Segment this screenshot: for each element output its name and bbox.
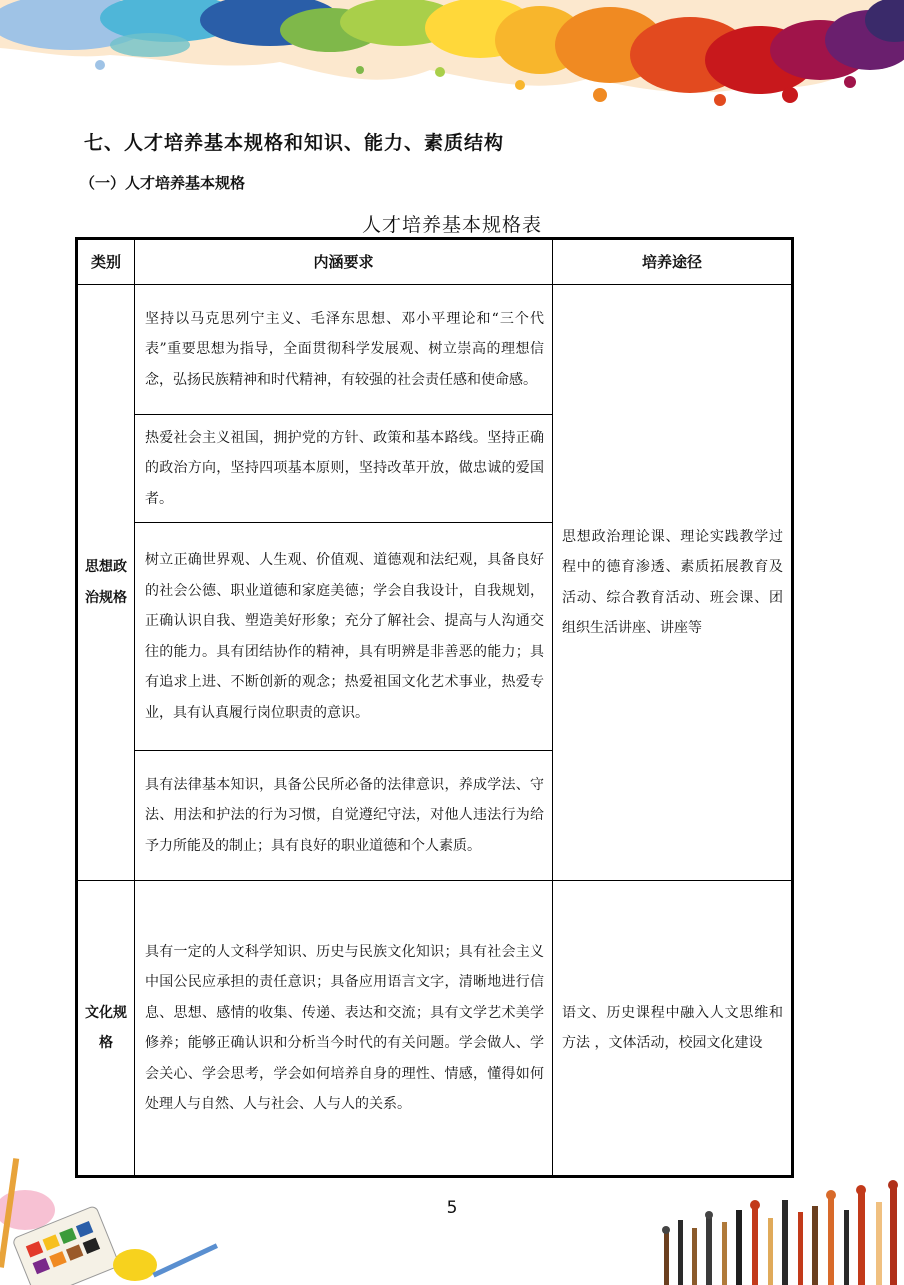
requirement-cell: 坚持以马克思列宁主义、毛泽东思想、邓小平理论和“三个代表”重要思想为指导，全面贯彻科学发展观、树立崇高的理想信念，弘扬民族精神和时代精神，有较强的社会责任感和使命感。 (135, 285, 553, 415)
table-row (77, 881, 793, 1177)
header-approach: 培养途径 (553, 239, 793, 285)
category-cell: 文化规格 (77, 881, 135, 1177)
requirement-cell: 热爱社会主义祖国，拥护党的方针、政策和基本路线。坚持正确的政治方向，坚持四项基本原则，坚持改革开放，做忠诚的爱国者。 (135, 415, 553, 523)
approach-cell: 思想政治理论课、理论实践教学过程中的德育渗透、素质拓展教育及活动、综合教育活动、班会课、团组织生活讲座、讲座等 (553, 285, 793, 881)
table-header-row (77, 239, 793, 285)
paint-palette-decoration (0, 1150, 220, 1285)
paintbrushes-decoration (654, 1160, 904, 1285)
category-cell: 思想政治规格 (77, 285, 135, 881)
requirement-cell: 具有一定的人文科学知识、历史与民族文化知识；具有社会主义中国公民应承担的责任意识；具备应用语言文字，清晰地进行信息、思想、感情的收集、传递、表达和交流；具有文学艺术美学修养；能够正确认识和分析当今时代的有关问题。学会做人、学会关心、学会思考，学会如何培养自身的理性、情感，懂得如何处理人与自然、人与社会、人与人的关系。 (135, 881, 553, 1177)
approach-cell: 语文、历史课程中融入人文思维和方法 ，文体活动，校园文化建设 (553, 881, 793, 1177)
requirement-cell: 树立正确世界观、人生观、价值观、道德观和法纪观，具备良好的社会公德、职业道德和家庭美德；学会自我设计，自我规划，正确认识自我、塑造美好形象；充分了解社会、提高与人沟通交往的能力。具有团结协作的精神，具有明辨是非善恶的能力；具有追求上进、不断创新的观念；热爱祖国文化艺术事业，热爱专业，具有认真履行岗位职责的意识。 (135, 523, 553, 751)
header-requirements: 内涵要求 (135, 239, 553, 285)
table-title: 人才培养基本规格表 (361, 214, 542, 236)
header-category: 类别 (77, 239, 135, 285)
talent-spec-table (75, 237, 794, 1178)
page-number: 5 (446, 1198, 458, 1218)
requirement-cell: 具有法律基本知识，具备公民所必备的法律意识，养成学法、守法、用法和护法的行为习惯，自觉遵纪守法，对他人违法行为给予力所能及的制止；具有良好的职业道德和个人素质。 (135, 751, 553, 881)
subsection-heading: （一）人才培养基本规格 (80, 174, 246, 192)
section-heading: 七、人才培养基本规格和知识、能力、素质结构 (84, 132, 505, 154)
paint-splash-banner (0, 0, 904, 125)
table-row (77, 285, 793, 415)
